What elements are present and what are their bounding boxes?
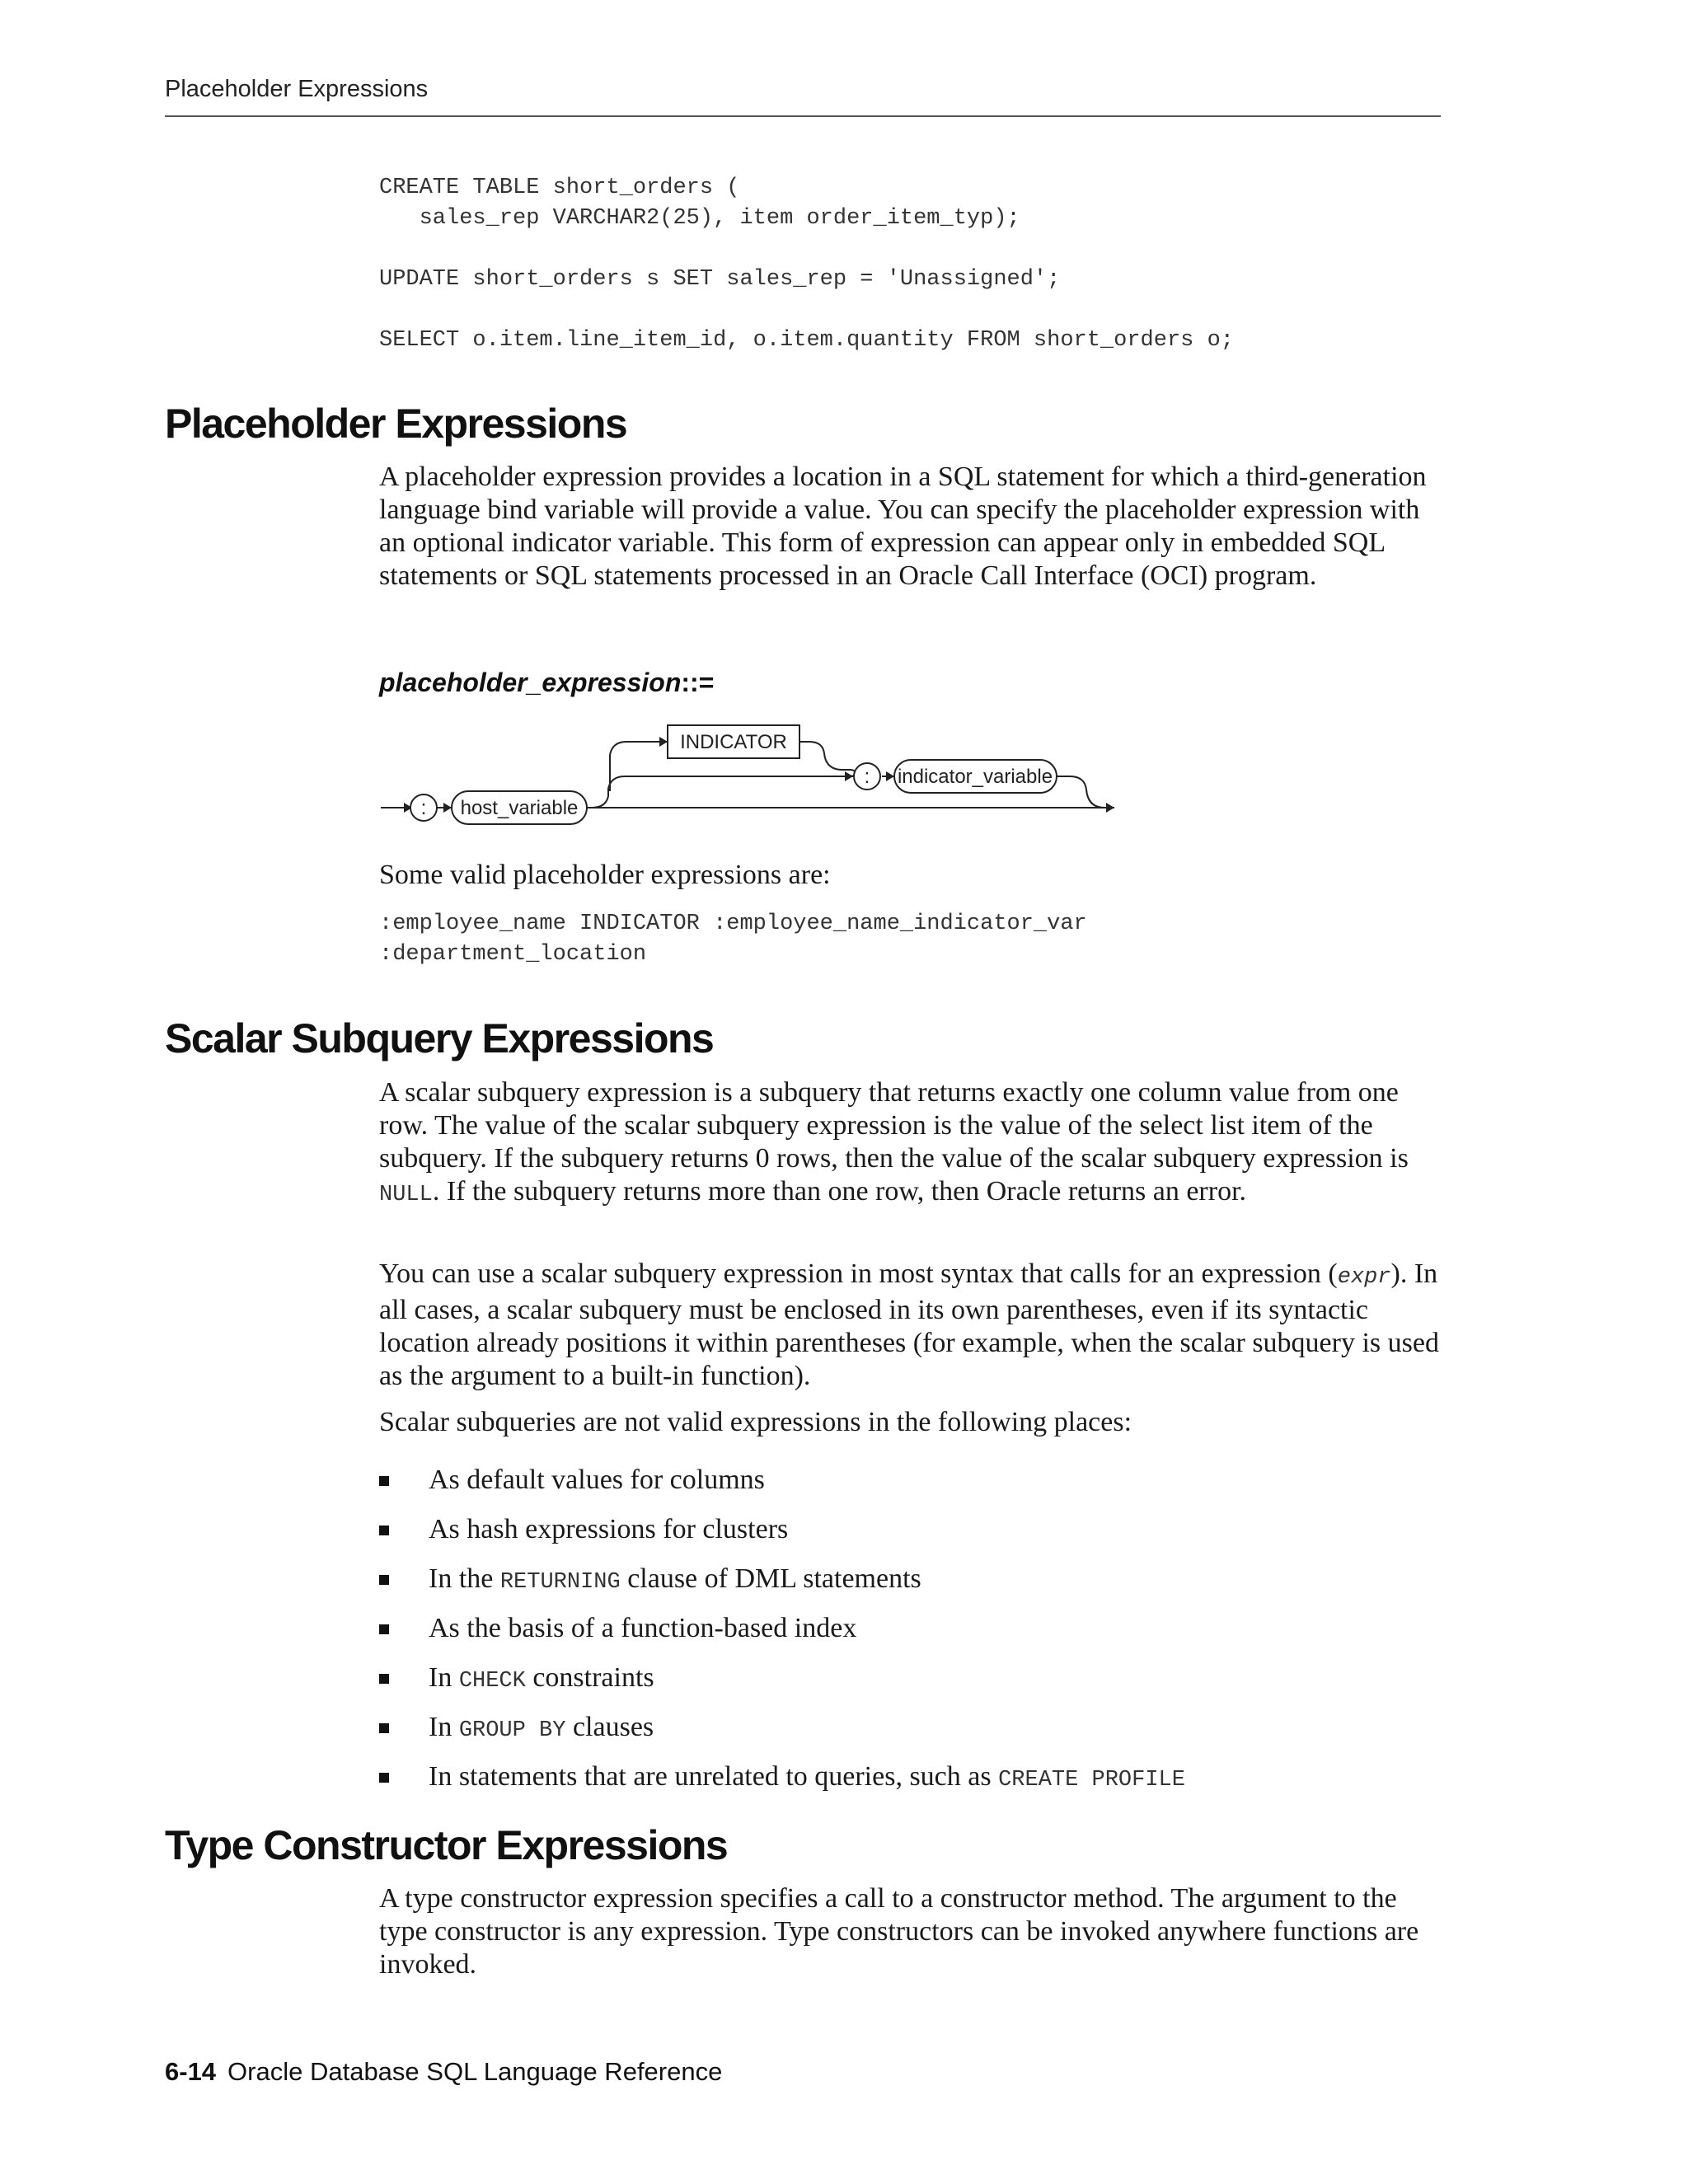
list-item bbox=[379, 1464, 1185, 1513]
arrow-head bbox=[886, 771, 894, 781]
syntax-name: placeholder_expression bbox=[379, 668, 682, 697]
bullet-marker bbox=[379, 1624, 389, 1634]
arrow-head bbox=[443, 803, 452, 813]
syntax-operator: ::= bbox=[681, 668, 715, 697]
code-line: sales_rep VARCHAR2(25), item order_item_typ); bbox=[379, 206, 1020, 231]
examples-intro: Some valid placeholder expressions are: bbox=[379, 860, 831, 890]
rail-to-indicator bbox=[610, 742, 668, 791]
list-item bbox=[379, 1513, 1185, 1563]
list-item bbox=[379, 1563, 1185, 1612]
book-title: Oracle Database SQL Language Reference bbox=[227, 2057, 723, 2086]
text-run: clauses bbox=[565, 1712, 654, 1742]
text-run: In bbox=[429, 1662, 459, 1693]
paragraph-scalar-2 bbox=[379, 1258, 1447, 1393]
paragraph-scalar-3: Scalar subqueries are not valid expressions in the following places: bbox=[379, 1407, 1132, 1437]
list-item bbox=[379, 1760, 1185, 1810]
inline-code: CREATE PROFILE bbox=[998, 1768, 1185, 1793]
host-variable-label: host_variable bbox=[460, 797, 579, 819]
inline-code: expr bbox=[1337, 1265, 1391, 1290]
bullet-marker bbox=[379, 1526, 389, 1535]
list-item bbox=[379, 1612, 1185, 1661]
arrow-end bbox=[1106, 803, 1114, 813]
arrow-head bbox=[845, 771, 853, 781]
list-item bbox=[379, 1661, 1185, 1711]
rail-merge bbox=[1057, 776, 1104, 808]
code-block-placeholder-examples bbox=[379, 909, 1087, 970]
text-run: In statements that are unrelated to queries, such as bbox=[429, 1761, 999, 1792]
bullet-marker bbox=[379, 1773, 389, 1783]
inline-code: GROUP BY bbox=[458, 1718, 566, 1743]
code-line: SELECT o.item.line_item_id, o.item.quantity FROM short_orders o; bbox=[379, 328, 1234, 353]
colon-label-1: : bbox=[420, 797, 427, 819]
running-header: Placeholder Expressions bbox=[165, 76, 429, 102]
text-run: In bbox=[429, 1712, 459, 1742]
text-run: As the basis of a function-based index bbox=[429, 1613, 857, 1643]
rail-branch-indicator bbox=[592, 766, 865, 808]
page-number: 6-14 bbox=[165, 2057, 217, 2086]
code-line: CREATE TABLE short_orders ( bbox=[379, 176, 740, 200]
bullet-marker bbox=[379, 1674, 389, 1684]
section-heading-placeholder: Placeholder Expressions bbox=[165, 401, 627, 447]
colon-label-2: : bbox=[864, 766, 870, 788]
indicator-keyword-label: INDICATOR bbox=[680, 731, 787, 753]
code-line: UPDATE short_orders s SET sales_rep = 'Unassigned'; bbox=[379, 267, 1061, 292]
list-item bbox=[379, 1711, 1185, 1760]
rail-from-indicator bbox=[799, 742, 857, 776]
text-run: In the bbox=[429, 1563, 500, 1594]
text-run: You can use a scalar subquery expression in most syntax that calls for an expression ( bbox=[379, 1258, 1338, 1289]
paragraph-scalar-1 bbox=[379, 1076, 1447, 1212]
text-run: As hash expressions for clusters bbox=[429, 1514, 789, 1544]
text-run: ). In all cases, a scalar subquery must be enclosed in its own parentheses, even if its syntactic location already positions it within parentheses (for example, when the scalar subquery is used as the argument to a built-in function). bbox=[379, 1258, 1439, 1391]
syntax-railroad-diagram bbox=[0, 0, 1688, 841]
section-heading-scalar: Scalar Subquery Expressions bbox=[165, 1015, 714, 1062]
paragraph-placeholder-intro: A placeholder expression provides a location in a SQL statement for which a third-generation language bind variable will provide a value. You can specify the placeholder expression with an optional indicator variable. This form of expression can appear only in embedded SQL statements or SQL statements processed in an Oracle Call Interface (OCI) program. bbox=[379, 462, 1427, 591]
text-run: . If the subquery returns more than one row, then Oracle returns an error. bbox=[432, 1176, 1247, 1207]
code-line: :employee_name INDICATOR :employee_name_indicator_var bbox=[379, 912, 1087, 936]
bullet-list-invalid-places bbox=[379, 1464, 1185, 1810]
bullet-marker bbox=[379, 1476, 389, 1486]
text-run: A scalar subquery expression is a subquery that returns exactly one column value from one row. The value of the scalar subquery expression is the value of the select list item of the subquery. If the subquery returns 0 rows, then the value of the scalar subquery expression is bbox=[379, 1077, 1409, 1174]
indicator-variable-label: indicator_variable bbox=[897, 766, 1053, 788]
page-footer bbox=[165, 2057, 722, 2087]
bullet-marker bbox=[379, 1575, 389, 1585]
inline-code: CHECK bbox=[458, 1669, 526, 1694]
inline-code: NULL bbox=[379, 1183, 433, 1207]
inline-code: RETURNING bbox=[499, 1570, 621, 1595]
text-run: As default values for columns bbox=[429, 1465, 765, 1495]
text-run: clause of DML statements bbox=[620, 1563, 921, 1594]
section-heading-type-constructor: Type Constructor Expressions bbox=[165, 1822, 728, 1868]
paragraph-type-constructor: A type constructor expression specifies a call to a constructor method. The argument to the type constructor is any expression. Type constructors can be invoked anywhere functions are invoked. bbox=[379, 1883, 1419, 1980]
text-run: constraints bbox=[525, 1662, 654, 1693]
code-line: :department_location bbox=[379, 942, 647, 967]
arrow-head bbox=[659, 737, 668, 747]
bullet-marker bbox=[379, 1723, 389, 1733]
